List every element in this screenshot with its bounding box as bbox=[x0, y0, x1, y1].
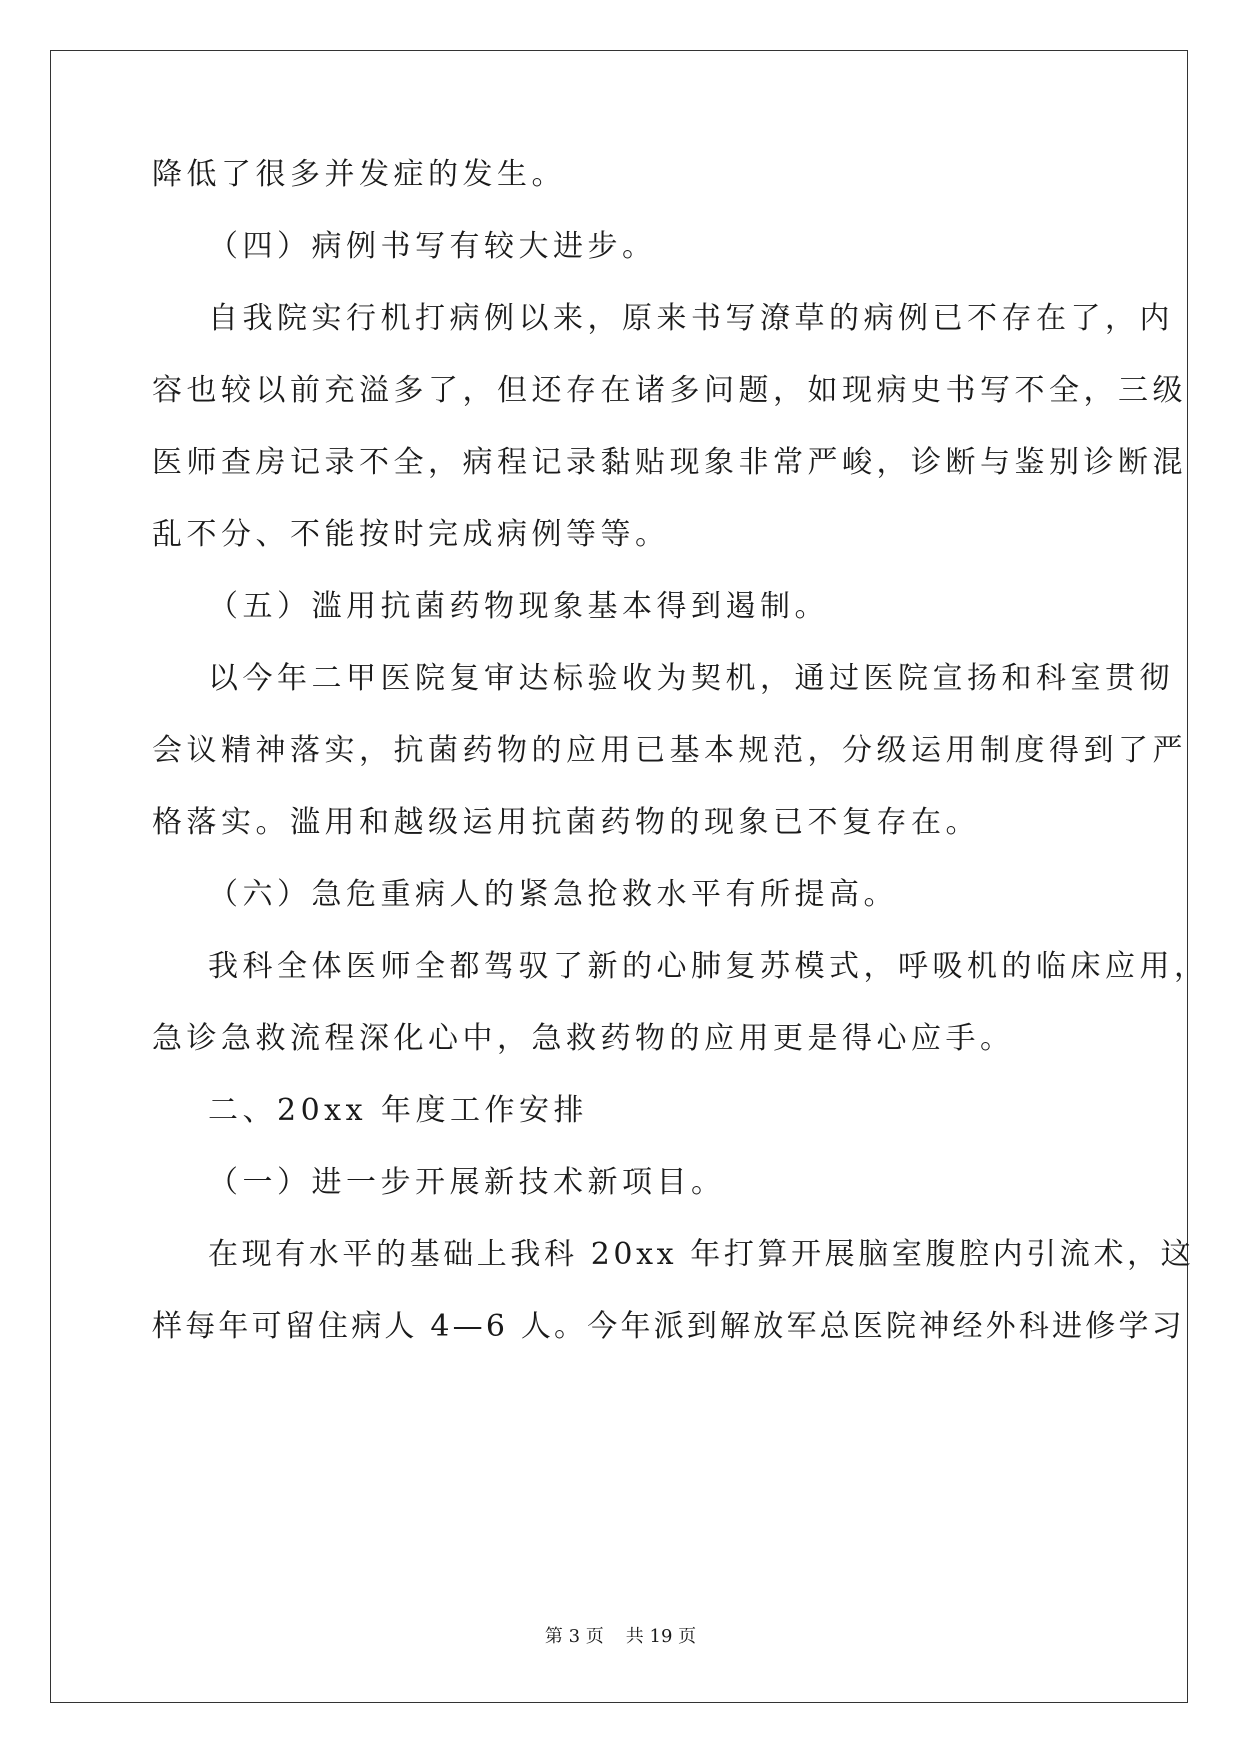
section-heading: （一）进一步开展新技术新项目。 bbox=[208, 1165, 726, 1200]
paragraph-line: 样每年可留住病人 4—6 人。今年派到解放军总医院神经外科进修学习 bbox=[152, 1309, 1185, 1344]
page-footer bbox=[0, 1625, 1241, 1649]
text-line: 降低了很多并发症的发生。 bbox=[152, 157, 566, 192]
page-total: 共 19 页 bbox=[625, 1626, 697, 1647]
paragraph-line: 我科全体医师全都驾驭了新的心肺复苏模式，呼吸机的临床应用， bbox=[208, 949, 1209, 984]
paragraph-line: 自我院实行机打病例以来，原来书写潦草的病例已不存在了，内 bbox=[208, 301, 1174, 336]
paragraph-line: 在现有水平的基础上我科 20xx 年打算开展脑室腹腔内引流术，这 bbox=[208, 1237, 1195, 1272]
page-number: 第 3 页 bbox=[544, 1626, 604, 1647]
paragraph-line: 格落实。滥用和越级运用抗菌药物的现象已不复存在。 bbox=[152, 805, 980, 840]
section-heading: （六）急危重病人的紧急抢救水平有所提高。 bbox=[208, 877, 898, 912]
paragraph-line: 医师查房记录不全，病程记录黏贴现象非常严峻，诊断与鉴别诊断混 bbox=[152, 445, 1187, 480]
paragraph-line: 会议精神落实，抗菌药物的应用已基本规范，分级运用制度得到了严 bbox=[152, 733, 1187, 768]
paragraph-line: 乱不分、不能按时完成病例等等。 bbox=[152, 517, 670, 552]
paragraph-line: 容也较以前充溢多了，但还存在诸多问题，如现病史书写不全，三级 bbox=[152, 373, 1187, 408]
chapter-heading: 二、20xx 年度工作安排 bbox=[208, 1093, 589, 1128]
paragraph-line: 急诊急救流程深化心中，急救药物的应用更是得心应手。 bbox=[152, 1021, 1015, 1056]
section-heading: （五）滥用抗菌药物现象基本得到遏制。 bbox=[208, 589, 829, 624]
section-heading: （四）病例书写有较大进步。 bbox=[208, 229, 657, 264]
paragraph-line: 以今年二甲医院复审达标验收为契机，通过医院宣扬和科室贯彻 bbox=[208, 661, 1174, 696]
